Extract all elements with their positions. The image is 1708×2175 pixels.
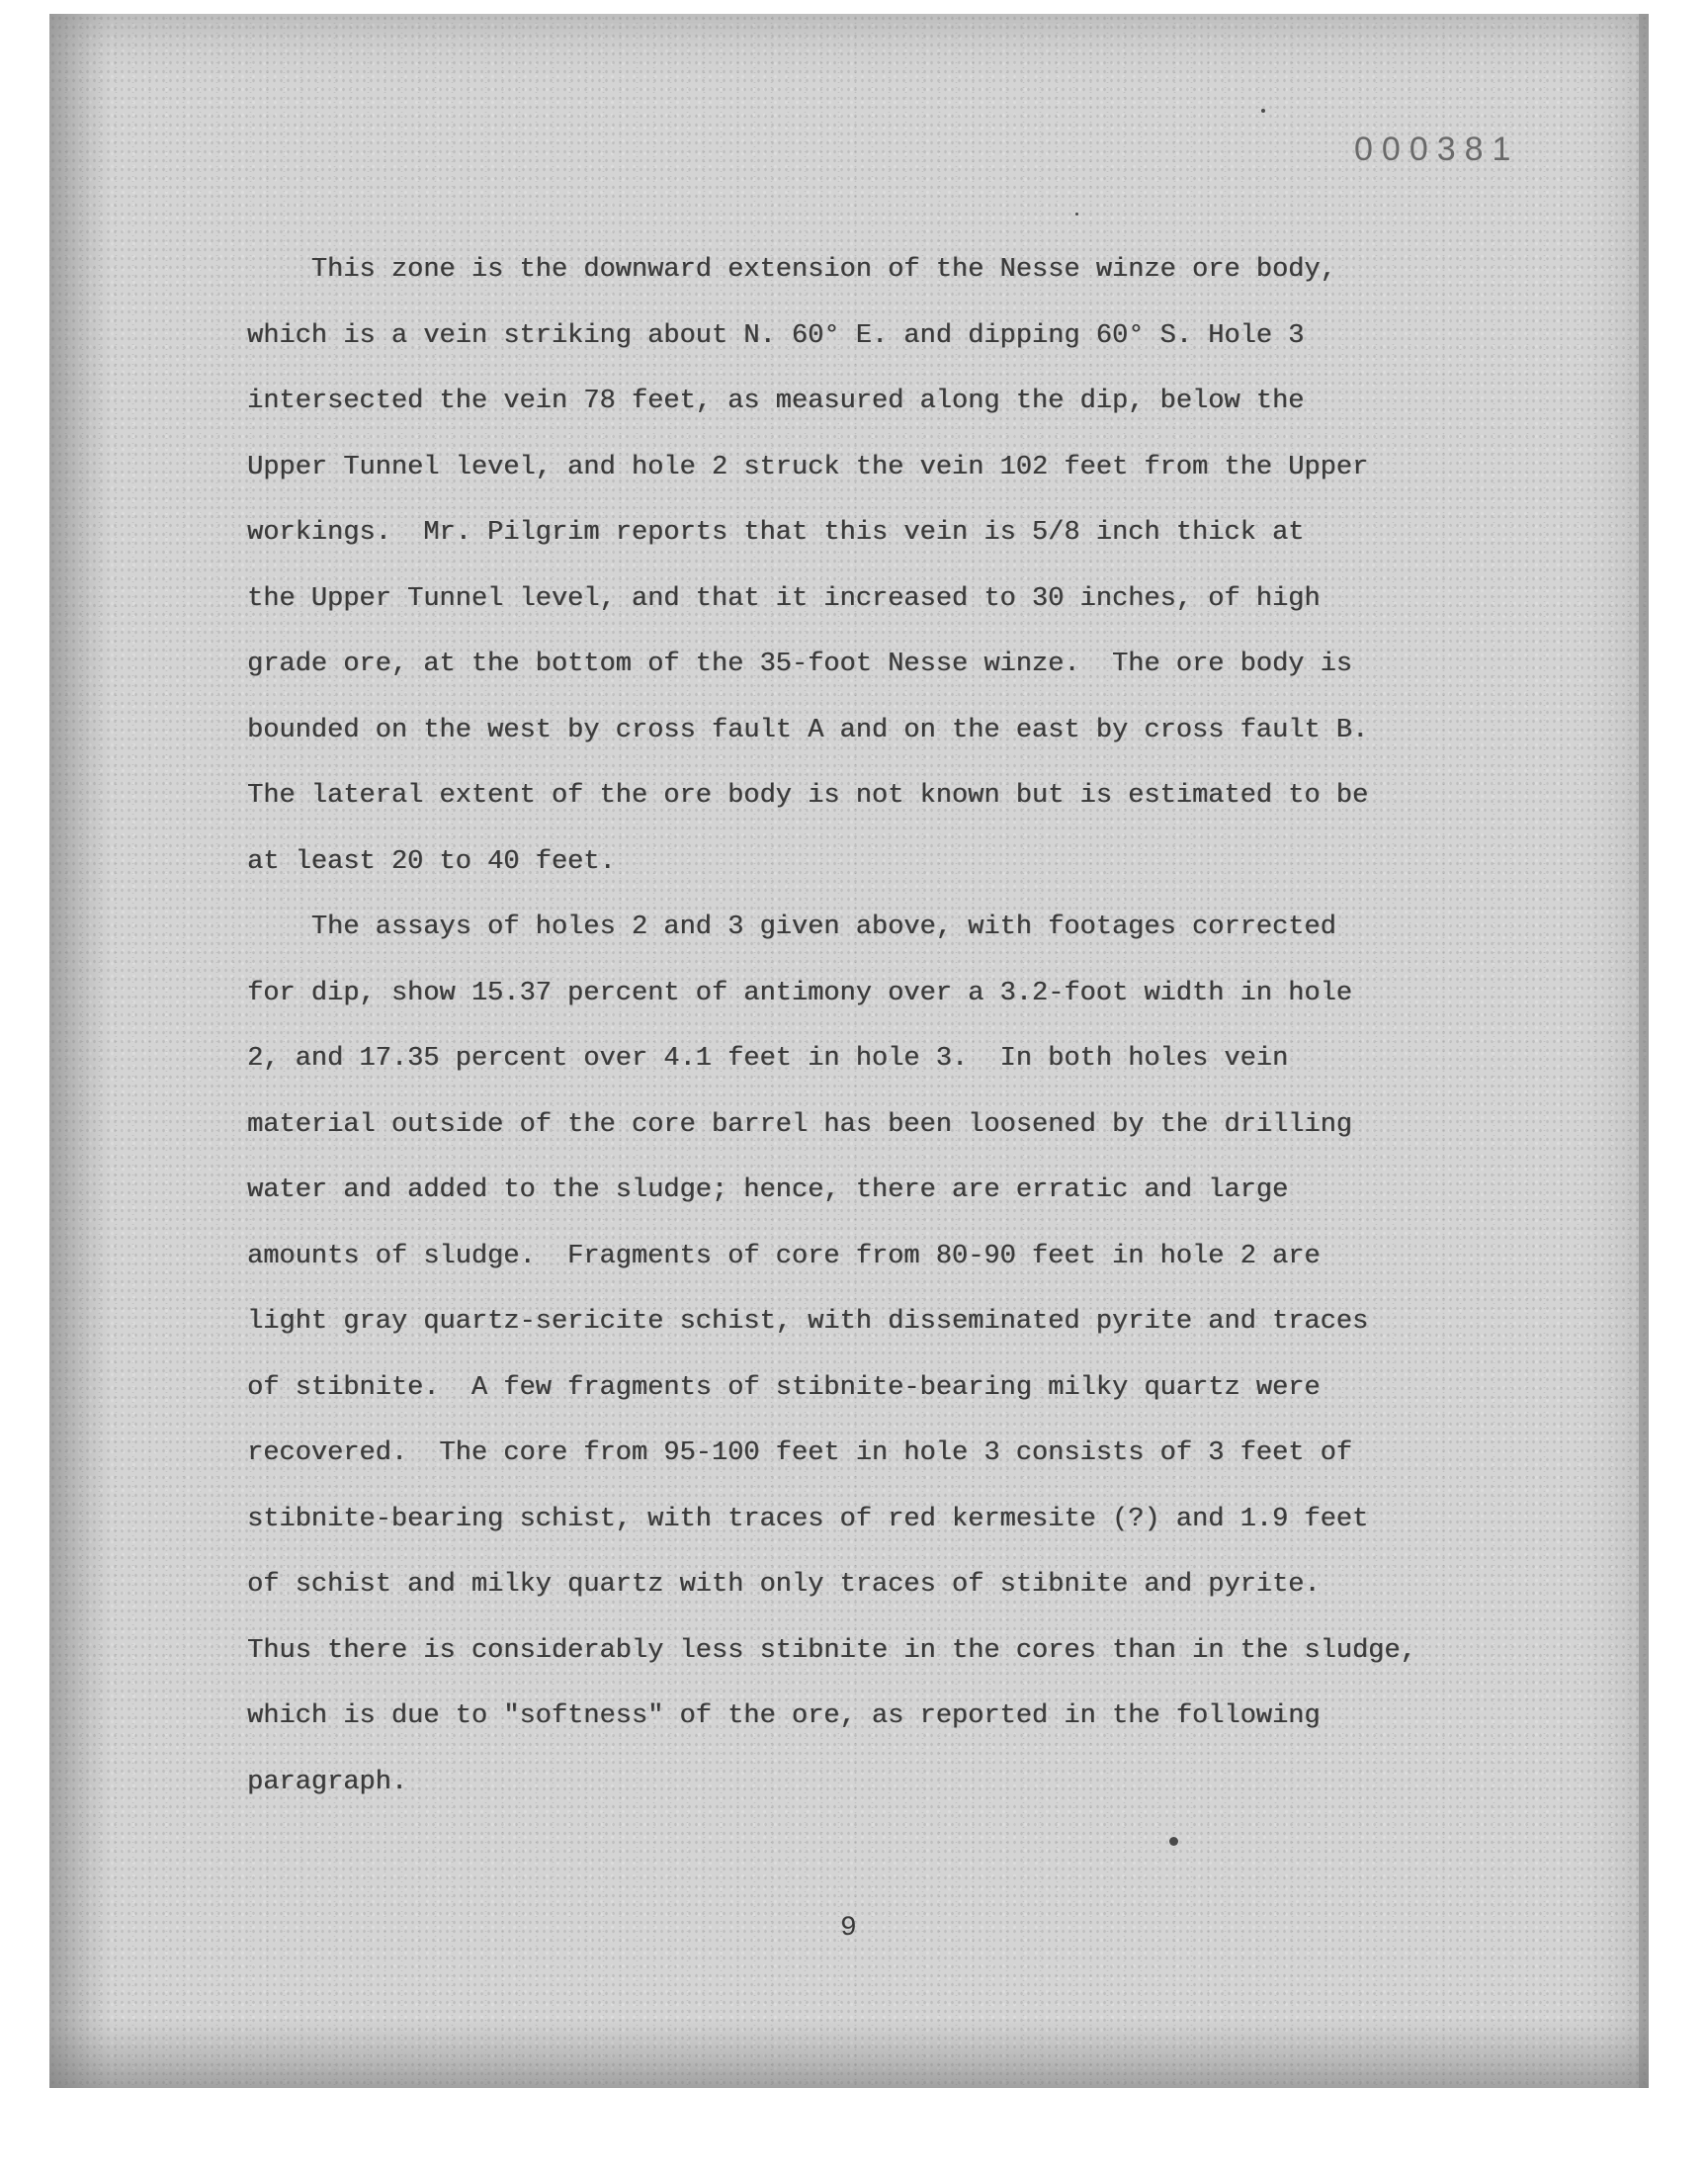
text-line: for dip, show 15.37 percent of antimony over a 3.2-foot width in hole xyxy=(247,978,1352,1008)
text-line: of stibnite. A few fragments of stibnite-bearing milky quartz were xyxy=(247,1372,1321,1403)
body-text xyxy=(247,237,1542,1815)
text-line: light gray quartz-sericite schist, with disseminated pyrite and traces xyxy=(247,1307,1369,1337)
text-line: amounts of sludge. Fragments of core from 80-90 feet in hole 2 are xyxy=(247,1241,1321,1271)
text-line: Upper Tunnel level, and hole 2 struck the vein 102 feet from the Upper xyxy=(247,452,1369,482)
text-line: at least 20 to 40 feet. xyxy=(247,846,616,877)
text-line: bounded on the west by cross fault A and on the east by cross fault B. xyxy=(247,715,1369,745)
text-line: 2, and 17.35 percent over 4.1 feet in hole 3. In both holes vein xyxy=(247,1044,1289,1074)
ink-speck xyxy=(1169,1837,1178,1846)
text-line: This zone is the downward extension of the Nesse winze ore body, xyxy=(247,255,1336,285)
text-line: grade ore, at the bottom of the 35-foot Nesse winze. The ore body is xyxy=(247,650,1352,679)
text-line: stibnite-bearing schist, with traces of red kermesite (?) and 1.9 feet xyxy=(247,1504,1369,1534)
text-line: intersected the vein 78 feet, as measured along the dip, below the xyxy=(247,387,1305,416)
text-line: The lateral extent of the ore body is not known but is estimated to be xyxy=(247,781,1369,811)
ink-speck xyxy=(1261,109,1265,113)
text-line: Thus there is considerably less stibnite in the cores than in the sludge, xyxy=(247,1635,1416,1666)
page-number: 9 xyxy=(840,1913,857,1944)
text-line: water and added to the sludge; hence, there are erratic and large xyxy=(247,1175,1289,1205)
page-shadow-bottom xyxy=(49,2019,1649,2088)
text-line: the Upper Tunnel level, and that it increased to 30 inches, of high xyxy=(247,583,1321,614)
text-line: recovered. The core from 95-100 feet in hole 3 consists of 3 feet of xyxy=(247,1438,1352,1468)
text-line: which is a vein striking about N. 60° E. and dipping 60° S. Hole 3 xyxy=(247,320,1305,351)
ink-speck xyxy=(1075,213,1078,216)
text-line: of schist and milky quartz with only traces of stibnite and pyrite. xyxy=(247,1570,1321,1600)
document-number-stamp: 000381 xyxy=(1354,130,1520,168)
page-shadow-left xyxy=(49,14,109,2088)
page-edge-right xyxy=(1639,14,1649,2088)
text-line: which is due to "softness" of the ore, as reported in the following xyxy=(247,1701,1321,1731)
text-line: The assays of holes 2 and 3 given above, with footages corrected xyxy=(247,913,1336,942)
text-line: material outside of the core barrel has been loosened by the drilling xyxy=(247,1109,1352,1140)
text-line: workings. Mr. Pilgrim reports that this vein is 5/8 inch thick at xyxy=(247,518,1305,548)
text-line: paragraph. xyxy=(247,1767,408,1797)
